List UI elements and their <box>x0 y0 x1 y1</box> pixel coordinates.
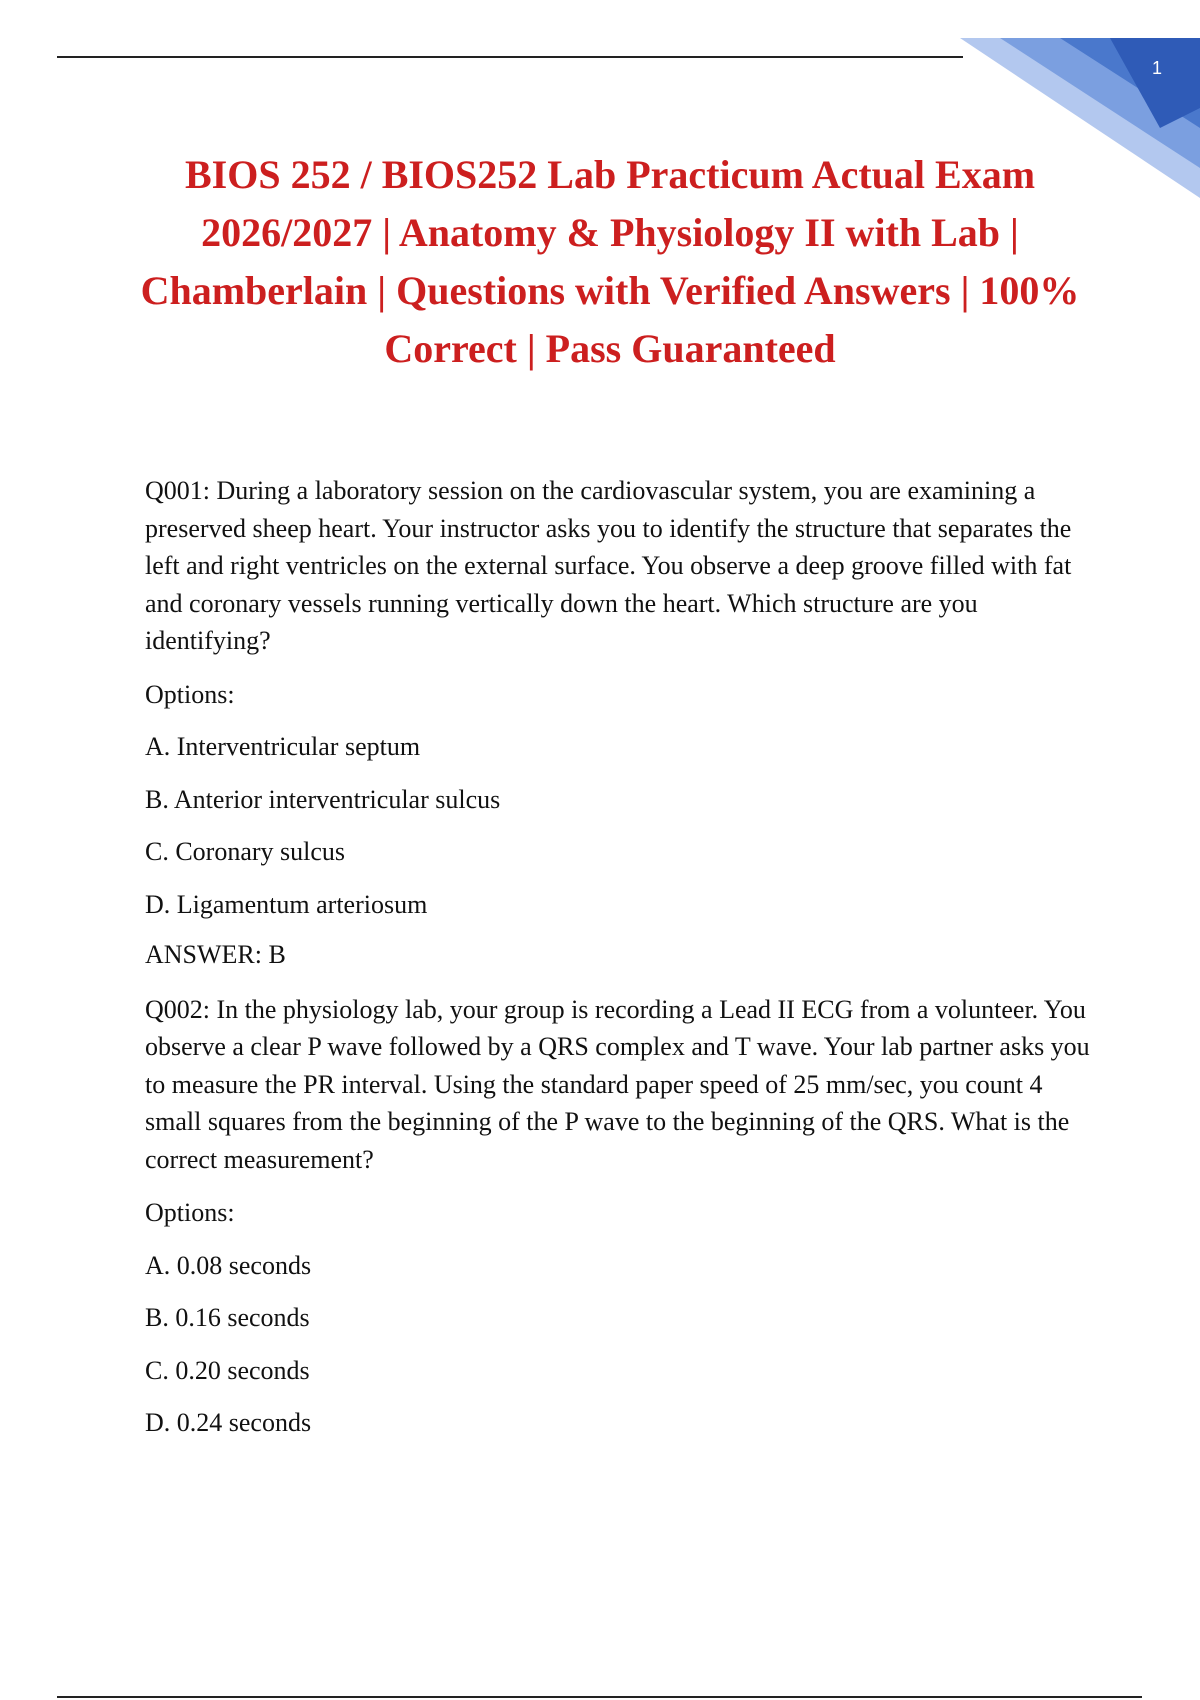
option-item: B. 0.16 seconds <box>145 1303 310 1332</box>
option-item: C. 0.20 seconds <box>145 1355 310 1385</box>
options-label: Options: <box>145 679 235 709</box>
option-item: D. 0.24 seconds <box>145 1408 312 1437</box>
option-item: A. 0.08 seconds <box>145 1250 312 1280</box>
options-label: Options: <box>145 1198 235 1227</box>
page-number: 1 <box>1151 58 1162 78</box>
footer-rule <box>57 1696 1142 1698</box>
question-text: Q002: In the physiology lab, your group is recording a Lead II ECG from a volunteer. You observe a clear P wave followed by a QRS complex and T wave. Your lab partner asks you to measure the PR interval. Using the standard paper speed of 25 mm/sec, you count 4 small squares from the beginning of the P wave to the beginning of the QRS. What is the correct measurement? <box>145 994 1090 1174</box>
header-rule <box>57 56 963 58</box>
question-list <box>145 472 1095 1442</box>
option-item: A. Interventricular septum <box>145 732 421 761</box>
answer-line: ANSWER: B <box>145 940 286 969</box>
document-title: BIOS 252 / BIOS252 Lab Practicum Actual Exam 2026/2027 | Anatomy & Physiology II with Lab | Chamberlain | Questions with Verified Answers | 100% Correct | Pass Guaranteed <box>140 152 1080 371</box>
option-item: B. Anterior interventricular sulcus <box>145 784 501 814</box>
option-item: D. Ligamentum arteriosum <box>145 889 428 919</box>
option-item: C. Coronary sulcus <box>145 837 346 866</box>
question-text: Q001: During a laboratory session on the cardiovascular system, you are examining a preserved sheep heart. Your instructor asks you to identify the structure that separates the left and right ventricles on the external surface. You observe a deep groove filled with fat and coronary vessels running vertically down the heart. Which structure are you identifying? <box>145 476 1072 655</box>
